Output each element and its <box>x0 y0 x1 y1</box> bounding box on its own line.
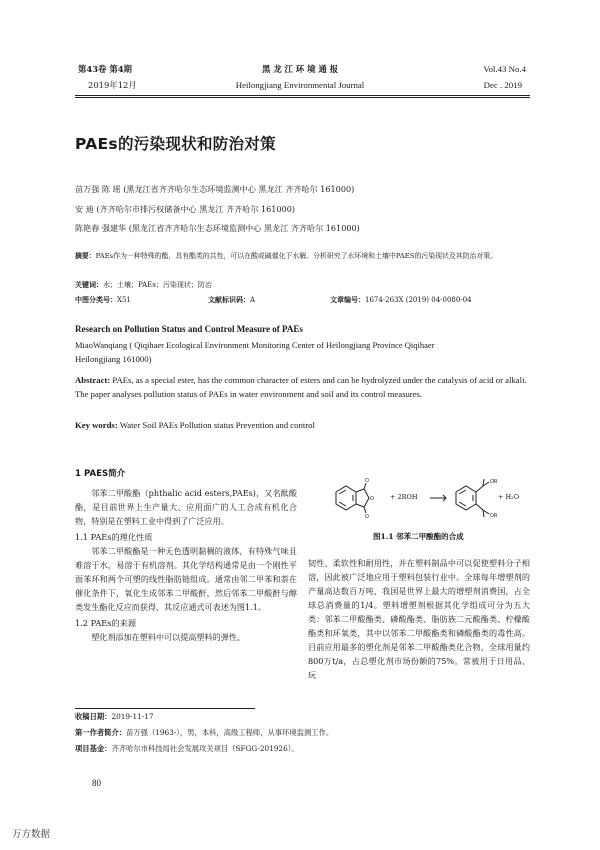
page-number: 80 <box>92 778 101 788</box>
properties-paragraph: 邻苯二甲酸酯是一种无色透明黏稠的液体，有特殊气味且难溶于水，易溶于有机溶剂。其化学结构通常是由一个刚性平面苯环和两个可塑的线性脂肪链组成。通常由邻二甲苯和萘在催化条件下，氧化生成邻苯二甲酸酐，然后邻苯二甲酸酐与醇类发生酯化反应而获得，其反应通式可表述为图1.1。 <box>75 546 297 612</box>
clc-label: 中图分类号： <box>75 295 117 304</box>
author-line-1: 苗万强 陈 瑶 (黑龙江省齐齐哈尔生态环境监测中心 黑龙江 齐齐哈尔 161000) <box>75 184 355 194</box>
cn-abstract <box>75 251 530 263</box>
header-vol-en: Vol.43 No.4 <box>483 64 526 74</box>
author-bio-label: 第一作者简介： <box>75 728 127 737</box>
right-column <box>308 556 530 682</box>
footnote-fund <box>75 742 299 755</box>
figure-caption: 图1.1 邻苯二甲酸酯的合成 <box>373 532 464 541</box>
english-abstract <box>75 374 530 401</box>
or-label-top: OR <box>490 479 498 485</box>
english-keywords <box>75 419 530 433</box>
header-journal-cn: 黑 龙 江 环 境 通 报 <box>261 64 339 74</box>
subsection-heading-1-1: 1.1 PAEs的理化性质 <box>75 532 153 542</box>
author-bio: 苗万强（1963-），男，本科，高级工程师，从事环境监测工作。 <box>126 728 334 737</box>
footnote-author <box>75 726 333 739</box>
article-title: PAEs的污染现状和防治对策 <box>75 135 276 153</box>
article-number <box>330 294 472 306</box>
water-label: + H₂O <box>498 493 520 501</box>
author-line-2: 安 迪 (齐齐哈尔市排污权储备中心 黑龙江 齐齐哈尔 161000) <box>75 204 296 214</box>
english-keywords-text: Water Soil PAEs Pollution status Prevention and control <box>117 420 315 430</box>
or-label-bottom: OR <box>490 513 498 519</box>
watermark-text: 万方数据 <box>12 829 51 840</box>
header-rule <box>75 95 530 96</box>
clc-value: X51 <box>117 296 131 304</box>
header-date: 2019年12月 <box>88 80 137 90</box>
cn-keywords <box>75 279 212 291</box>
reagent-label: + 2ROH <box>390 493 418 501</box>
clc-number <box>75 294 131 306</box>
right-column-paragraph: 韧性、柔软性和耐用性，并在塑料制品中可以促使塑料分子相溶，因此被广泛地应用于塑料包装行业中。全球每年增塑剂的产量高达数百万吨，我国是世界上最大的增塑剂消费国，占全球总消费量的1/4。塑料增塑剂根据其化学组成可分为五大类：邻苯二甲酸酯类、磷酸酯类、脂肪族二元酸酯类、柠檬酸酯类和环氧类，其中以邻苯二甲酸酯类和磷酸酯类的毒性高。目前应用最多的塑化剂是邻苯二甲酸酯类化合物，全球用量约800万t/a，占总塑化剂市场份额的75%。常被用于日用品、玩 <box>308 558 530 680</box>
header-rule-thin <box>75 97 530 98</box>
oxygen-label-top: O <box>365 478 369 484</box>
english-authors-1: MiaoWanqiang ( Qiqihaer Ecological Environment Monitoring Center of Heilongjiang Province Qiqihaer <box>75 340 435 350</box>
header-volume-issue: 第43卷 第4期 <box>78 64 132 74</box>
footnote-received <box>75 710 154 723</box>
intro-paragraph: 邻苯二甲酸酯（phthalic acid esters,PAEs)，又名酞酸酯，是目前世界上生产量大、应用面广的人工合成有机化合物，特别是在塑料工业中得到了广泛应用。 <box>75 488 297 526</box>
footnote-rule <box>75 708 255 709</box>
oxygen-label-ring: O <box>370 496 374 502</box>
header-date-en: Dec . 2019 <box>483 80 522 90</box>
article-label: 文章编号： <box>330 295 365 304</box>
received-date: 2019-11-17 <box>111 712 154 721</box>
doc-code <box>208 294 255 306</box>
header-journal-en: Heilongjiang Environmental Journal <box>235 80 365 90</box>
reaction-diagram <box>318 478 530 538</box>
article-value: 1674-263X (2019) 04-0080-04 <box>365 296 472 304</box>
english-abstract-text: PAEs, as a special ester, has the common character of esters and can be hydrolyzed under the catalysis of acid or alkali. The paper analyses pollution status of PAEs in water environment and soil and its control measures. <box>75 375 527 399</box>
fund-label: 项目基金： <box>75 744 112 753</box>
cn-abstract-text: PAEs作为一种特殊的酯，具有酯类的共性，可以在酸或碱催化下水解。分析研究了水环境和土壤中PAES的污染现状及其防治对策。 <box>95 252 498 260</box>
english-abstract-label: Abstract: <box>75 375 111 385</box>
fund-text: 齐齐哈尔市科技局社会发展攻关项目（SFGG-201926）。 <box>111 744 299 753</box>
cn-keywords-label: 关键词： <box>75 280 103 289</box>
doc-label: 文献标识码： <box>208 295 250 304</box>
received-label: 收稿日期： <box>75 712 112 721</box>
english-keywords-label: Key words: <box>75 420 118 430</box>
left-column <box>75 467 297 644</box>
english-authors-2: Heilongjiang 161000) <box>75 354 152 364</box>
figure-1-1 <box>318 478 530 538</box>
doc-value: A <box>250 296 256 304</box>
cn-keywords-text: 水；土壤；PAEs；污染现状；防治 <box>103 281 212 289</box>
english-title: Research on Pollution Status and Control Measure of PAEs <box>75 324 303 334</box>
cn-abstract-label: 摘要： <box>75 252 96 260</box>
section-heading-1: 1 PAES简介 <box>75 469 126 479</box>
sources-paragraph: 塑化剂添加在塑料中可以提高塑料的弹性、 <box>91 632 245 642</box>
oxygen-label-bottom: O <box>365 514 369 520</box>
anhydride-ring <box>356 489 369 507</box>
author-line-3: 陈艳春 强建华 (黑龙江省齐齐哈尔生态环境监测中心 黑龙江 齐齐哈尔 161000) <box>75 223 360 233</box>
subsection-heading-1-2: 1.2 PAEs的来源 <box>75 618 137 628</box>
